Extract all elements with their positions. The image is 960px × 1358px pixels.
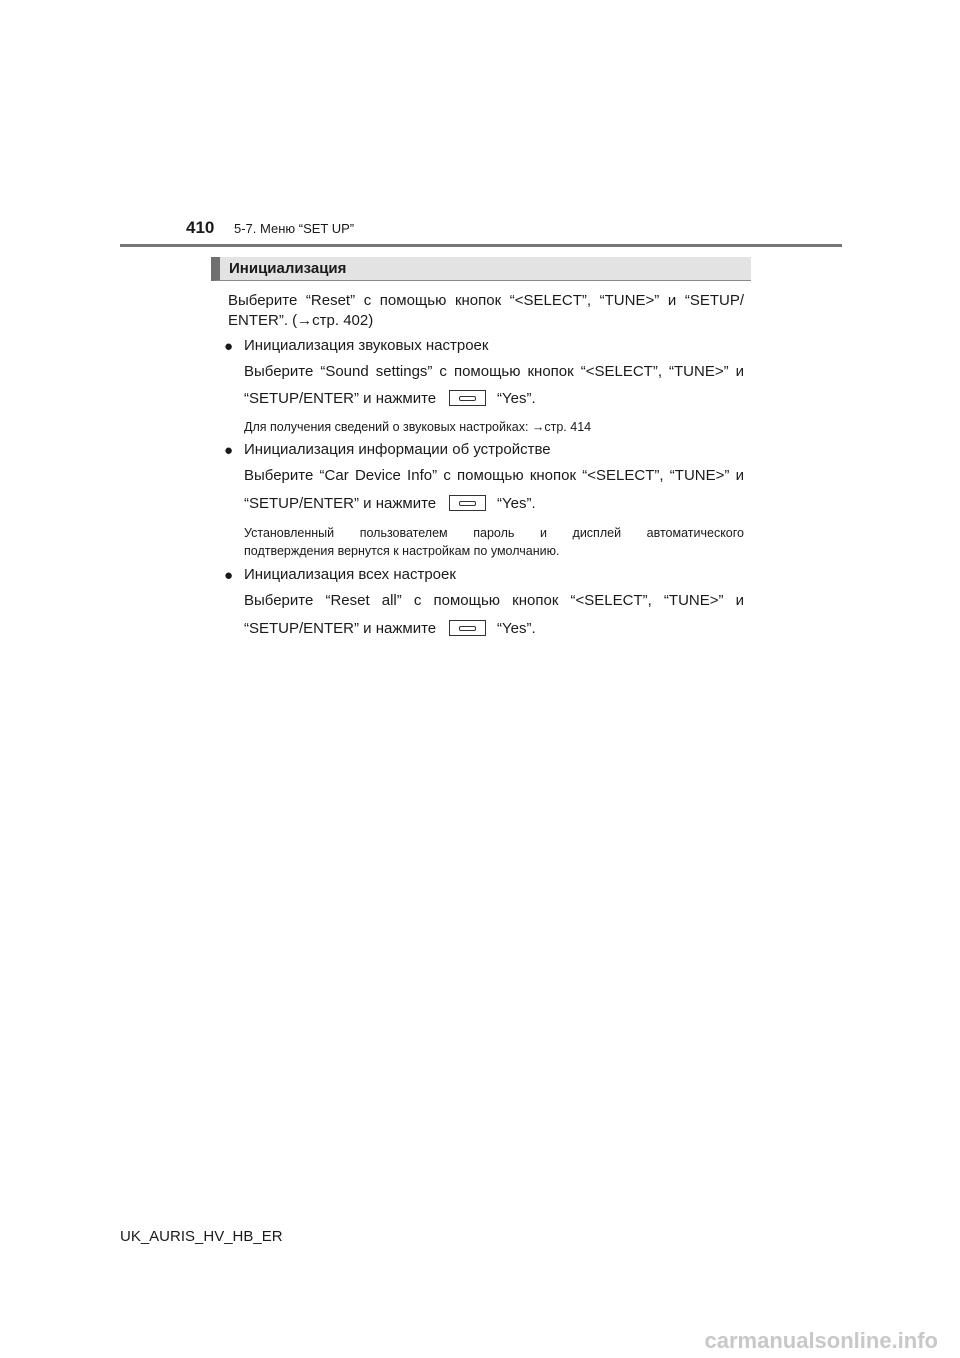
chapter-title: 5-7. Меню “SET UP”: [234, 221, 355, 236]
page-number: 410: [186, 218, 215, 237]
setup-enter-button-icon: [449, 495, 486, 511]
item-line-2-prefix: “SETUP/ENTER” и нажмите: [244, 390, 437, 407]
item-heading: Инициализация звуковых настроек: [244, 337, 489, 354]
item-line-1: Выберите “Reset all” с помощью кнопок “<SELECT”, “TUNE>” и: [244, 592, 744, 609]
item-heading: Инициализация всех настроек: [244, 566, 456, 583]
header-rule: [120, 244, 842, 247]
item-note: Для получения сведений о звуковых настройках: →стр. 414: [244, 420, 592, 434]
bullet-item-device: [224, 440, 551, 460]
item-line-2-prefix: “SETUP/ENTER” и нажмите: [244, 620, 437, 637]
item-heading: Инициализация информации об устройстве: [244, 441, 551, 458]
bullet-item-all: [224, 565, 456, 585]
bullet-icon: ●: [224, 338, 234, 355]
bullet-icon: ●: [224, 442, 234, 459]
setup-enter-button-icon: [449, 390, 486, 406]
bullet-item-sound: [224, 336, 489, 356]
item-line-2-suffix: “Yes”.: [497, 495, 536, 512]
section-title: Инициализация: [229, 260, 347, 277]
bullet-icon: ●: [224, 567, 234, 584]
item-line-1: Выберите “Sound settings” с помощью кнопок “<SELECT”, “TUNE>” и: [244, 363, 744, 380]
item-line-2-suffix: “Yes”.: [497, 390, 536, 407]
item-line-1: Выберите “Car Device Info” с помощью кнопок “<SELECT”, “TUNE>” и: [244, 467, 744, 484]
item-line-2-prefix: “SETUP/ENTER” и нажмите: [244, 495, 437, 512]
item-line-2-suffix: “Yes”.: [497, 620, 536, 637]
intro-line-1: Выберите “Reset” с помощью кнопок “<SELECT”, “TUNE>” и “SETUP/: [228, 292, 744, 309]
item-note-line-1: Установленный пользователем пароль и дисплей автоматического: [244, 526, 744, 540]
section-header: [211, 257, 751, 281]
setup-enter-button-icon: [449, 620, 486, 636]
item-note-line-2: подтверждения вернутся к настройкам по умолчанию.: [244, 544, 560, 558]
intro-line-2: ENTER”. (→стр. 402): [228, 312, 374, 329]
footer-code: UK_AURIS_HV_HB_ER: [120, 1228, 283, 1245]
watermark: carmanualsonline.info: [704, 1328, 938, 1353]
